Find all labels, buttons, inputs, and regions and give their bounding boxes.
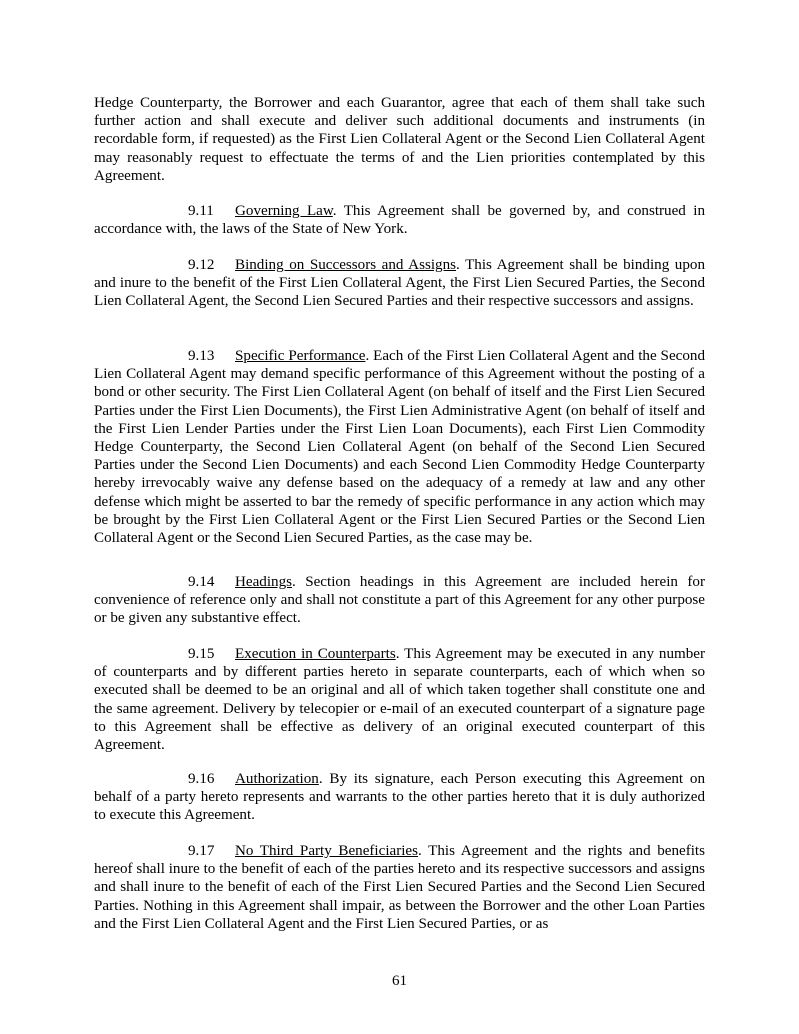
section-9-14 xyxy=(94,573,705,628)
section-heading: Binding on Successors and Assigns xyxy=(235,257,456,273)
section-body: . This Agreement shall be governed by, and construed in accordance with, the laws of the State of New York. xyxy=(94,203,705,238)
section-number: 9.17 xyxy=(188,843,215,859)
section-number: 9.11 xyxy=(188,203,214,219)
section-number: 9.14 xyxy=(188,574,215,590)
section-number: 9.12 xyxy=(188,257,215,273)
section-9-15 xyxy=(94,645,705,754)
section-body: . This Agreement shall be binding upon and inure to the benefit of the First Lien Collateral Agent, the First Lien Secured Parties, the Second Lien Collateral Agent, the Second Lien Secured Parties and their respective successors and assigns. xyxy=(94,257,705,310)
section-9-17 xyxy=(94,842,705,933)
continuation-paragraph: Hedge Counterparty, the Borrower and each Guarantor, agree that each of them shall take such further action and shall execute and deliver such additional documents and instruments (in recordable form, if requested) as the First Lien Collateral Agent or the Second Lien Collateral Agent may reasonably request to effectuate the terms of and the Lien priorities contemplated by this Agreement. xyxy=(94,95,705,184)
section-9-11 xyxy=(94,202,705,238)
section-heading: Headings xyxy=(235,574,293,590)
section-body: . By its signature, each Person executing this Agreement on behalf of a party hereto represents and warrants to the other parties hereto that it is duly authorized to execute this Agreement. xyxy=(94,771,705,824)
page-number: 61 xyxy=(391,973,408,989)
section-body: . Section headings in this Agreement are included herein for convenience of reference only and shall not constitute a part of this Agreement for any other purpose or be given any substantive effect. xyxy=(94,574,705,627)
section-number: 9.16 xyxy=(188,771,215,787)
section-number: 9.13 xyxy=(188,348,215,364)
section-body: . This Agreement may be executed in any number of counterparts and by different parties hereto in separate counterparts, each of which when so executed shall be deemed to be an original and all of which taken together shall constitute one and the same agreement. Delivery by telecopier or e-mail of an executed counterpart of a signature page to this Agreement shall be effective as delivery of an original executed counterpart of this Agreement. xyxy=(94,646,706,754)
section-number: 9.15 xyxy=(188,646,215,662)
section-9-13 xyxy=(94,347,705,547)
section-heading: No Third Party Beneficiaries xyxy=(235,843,419,859)
section-body: . This Agreement and the rights and benefits hereof shall inure to the benefit of each of the parties hereto and its respective successors and assigns and shall inure to the benefit of each of the First Lien Secured Parties and the Second Lien Secured Parties. Nothing in this Agreement shall impair, as between the Borrower and the other Loan Parties and the First Lien Collateral Agent and the First Lien Secured Parties, or as xyxy=(94,843,705,932)
section-body: . Each of the First Lien Collateral Agent and the Second Lien Collateral Agent may demand specific performance of this Agreement without the posting of a bond or other security. The First Lien Collateral Agent (on behalf of itself and the First Lien Secured Parties under the First Lien Documents), the First Lien Administrative Agent (on behalf of itself and the First Lien Lender Parties under the First Lien Loan Documents), each First Lien Commodity Hedge Counterparty, the Second Lien Collateral Agent (on behalf of the Second Lien Secured Parties under the Second Lien Documents) and each Second Lien Commodity Hedge Counterparty hereby irrevocably waive any defense based on the adequacy of a remedy at law and any other defense which might be asserted to bar the remedy of specific performance in any action which may be brought by the First Lien Collateral Agent or the First Lien Secured Parties or the Second Lien Collateral Agent or the Second Lien Secured Parties, as the case may be. xyxy=(94,348,705,547)
section-heading: Governing Law xyxy=(235,203,333,219)
section-heading: Specific Performance xyxy=(235,348,366,364)
section-9-12 xyxy=(94,256,705,311)
section-heading: Execution in Counterparts xyxy=(235,646,396,662)
section-9-16 xyxy=(94,770,705,825)
section-heading: Authorization xyxy=(235,771,319,787)
